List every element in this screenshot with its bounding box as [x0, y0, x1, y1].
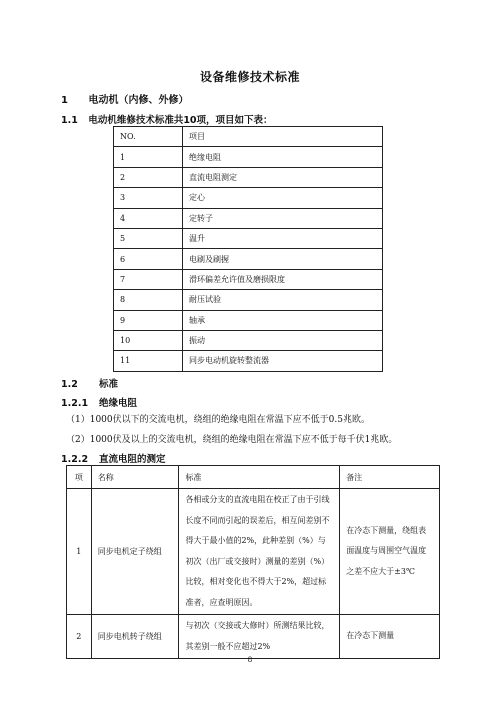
item-no-cell: 8	[114, 290, 183, 310]
table-row	[67, 489, 440, 615]
section-1-heading	[61, 91, 188, 106]
item-name-cell: 振动	[183, 330, 383, 350]
page-number: 8	[247, 656, 253, 664]
dc-resistance-table	[66, 465, 440, 659]
item-no-cell: 7	[114, 269, 183, 289]
section-1-label: 电动机（内修、外修）	[88, 95, 189, 106]
header-cell-no: NO.	[114, 127, 183, 147]
item-name-cell: 同步电动机旋转整流器	[183, 351, 383, 371]
item-no-cell: 9	[114, 310, 183, 330]
row-note-cell: 在冷态下测量	[340, 615, 440, 659]
section-1-2-1-number: 1.2.1	[61, 398, 89, 409]
section-1-2-heading	[61, 376, 118, 390]
table-header-row	[114, 127, 383, 147]
item-no-cell: 6	[114, 249, 183, 269]
table-row	[114, 290, 383, 310]
section-1-2-1-label: 绝缘电阻	[99, 398, 138, 409]
item-no-cell: 11	[114, 351, 183, 371]
row-no-cell: 2	[67, 615, 92, 659]
section-1-1-number: 1.1	[61, 115, 78, 126]
table-header-row	[67, 466, 440, 489]
header-cell-standard: 标准	[179, 466, 340, 489]
item-name-cell: 定转子	[183, 208, 383, 228]
row-note-cell: 在冷态下测量，绕组表面温度与周围空气温度之差不应大于±3℃	[340, 489, 440, 615]
table-row	[114, 147, 383, 167]
table-row	[114, 269, 383, 289]
header-cell-item: 项目	[183, 127, 383, 147]
header-cell-no: 项	[67, 466, 92, 489]
table-row	[114, 228, 383, 248]
maintenance-items-body	[114, 127, 383, 372]
section-1-2-2-label: 直流电阻的测定	[99, 454, 166, 465]
item-no-cell: 2	[114, 167, 183, 187]
item-name-cell: 温升	[183, 228, 383, 248]
row-no-cell: 1	[67, 489, 92, 615]
header-cell-name: 名称	[91, 466, 179, 489]
section-1-2-2-number: 1.2.2	[61, 454, 89, 465]
item-name-cell: 耐压试验	[183, 290, 383, 310]
section-1-2-1-heading	[61, 395, 137, 409]
item-name-cell: 直流电阻测定	[183, 167, 383, 187]
table-row	[114, 310, 383, 330]
table-row	[114, 208, 383, 228]
section-1-1-label: 电动机维修技术标准共10项，项目如下表：	[88, 115, 273, 126]
section-1-1-heading	[61, 112, 273, 126]
insulation-para-2: （2）1000伏及以上的交流电机，绕组的绝缘电阻在常温下应不低于每千伏1兆欧。	[66, 435, 398, 445]
item-no-cell: 5	[114, 228, 183, 248]
row-standard-cell: 各相或分支的直流电阻在校正了由于引线长度不同而引起的误差后，相互间差别不得大于最小值的2%，此种差别（%）与初次（出厂或交接时）测量的差别（%）比较，相对变化也不得大于2%，超过标准者，应查明原因。	[179, 489, 340, 615]
section-1-2-number: 1.2	[61, 379, 78, 390]
item-name-cell: 滑环偏差允许值及磨损限度	[183, 269, 383, 289]
insulation-para-1: （1）1000伏以下的交流电机，绕组的绝缘电阻在常温下应不低于0.5兆欧。	[66, 415, 370, 425]
item-no-cell: 4	[114, 208, 183, 228]
table-row	[114, 167, 383, 187]
row-name-cell: 同步电机转子绕组	[91, 615, 179, 659]
item-no-cell: 3	[114, 188, 183, 208]
dc-resistance-body	[67, 466, 440, 659]
table-row	[114, 351, 383, 371]
table-row	[114, 249, 383, 269]
table-row	[114, 330, 383, 350]
row-name-cell: 同步电机定子绕组	[91, 489, 179, 615]
document-title: 设备维修技术标准	[199, 70, 300, 84]
item-name-cell: 电刷及刷握	[183, 249, 383, 269]
section-1-2-label: 标准	[99, 379, 119, 390]
item-name-cell: 定心	[183, 188, 383, 208]
section-1-2-2-heading	[61, 451, 166, 465]
item-name-cell: 绝缘电阻	[183, 147, 383, 167]
table-row	[67, 615, 440, 659]
row-standard-cell: 与初次（交接或大修时）所测结果比较，其差别一般不应超过2%	[179, 615, 340, 659]
item-no-cell: 10	[114, 330, 183, 350]
item-no-cell: 1	[114, 147, 183, 167]
header-cell-note: 备注	[340, 466, 440, 489]
table-row	[114, 188, 383, 208]
item-name-cell: 轴承	[183, 310, 383, 330]
maintenance-items-table	[113, 126, 383, 372]
section-1-number: 1	[61, 95, 68, 106]
